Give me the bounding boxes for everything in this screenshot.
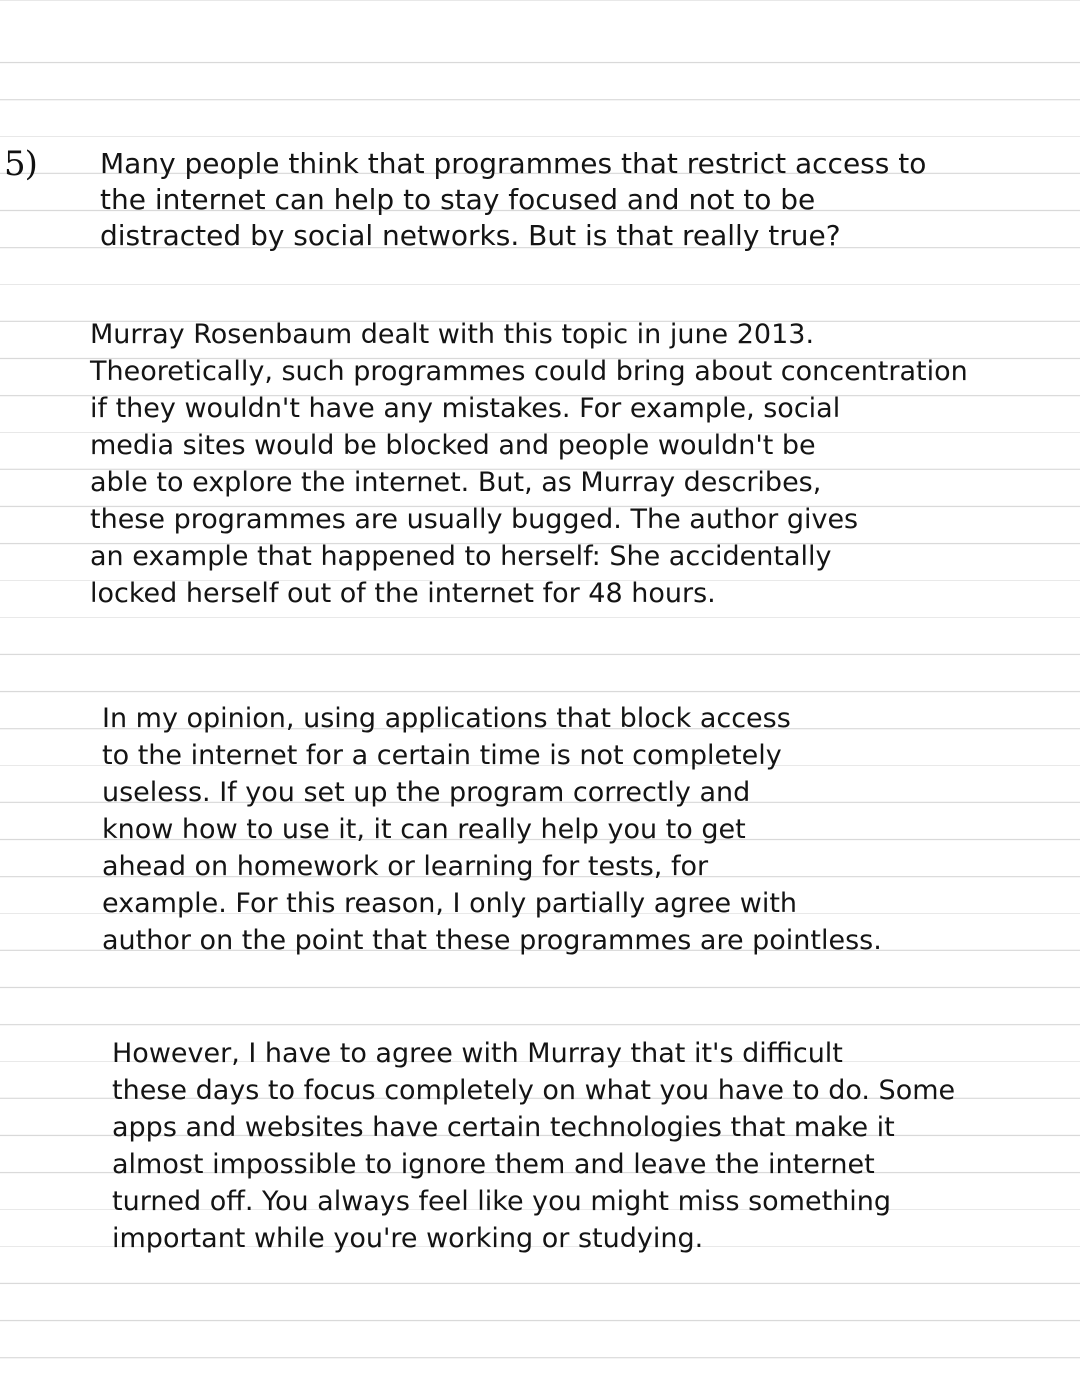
text-line: locked herself out of the internet for 48 hours. xyxy=(90,578,716,609)
text-line: media sites would be blocked and people wouldn't be xyxy=(90,430,816,461)
text-line: able to explore the internet. But, as Murray describes, xyxy=(90,467,822,498)
text-line: turned off. You always feel like you might miss something xyxy=(112,1186,892,1217)
text-line: author on the point that these programmes are pointless. xyxy=(102,925,882,956)
text-line: distracted by social networks. But is that really true? xyxy=(100,219,841,252)
text-line: apps and websites have certain technologies that make it xyxy=(112,1112,895,1143)
text-line: almost impossible to ignore them and leave the internet xyxy=(112,1149,875,1180)
text-line: these days to focus completely on what you have to do. Some xyxy=(112,1075,956,1106)
text-line: important while you're working or studying. xyxy=(112,1223,704,1254)
text-line: these programmes are usually bugged. The author gives xyxy=(90,504,859,535)
text-line: if they wouldn't have any mistakes. For example, social xyxy=(90,393,841,424)
text-line: example. For this reason, I only partially agree with xyxy=(102,888,798,919)
text-line: Murray Rosenbaum dealt with this topic in june 2013. xyxy=(90,319,815,350)
exercise-number: 5) xyxy=(4,144,37,184)
text-line: Many people think that programmes that restrict access to xyxy=(100,147,927,180)
text-line: Theoretically, such programmes could bring about concentration xyxy=(90,356,968,387)
margin-line xyxy=(92,0,93,1394)
text-line: ahead on homework or learning for tests, for xyxy=(102,851,709,882)
text-line: an example that happened to herself: She accidentally xyxy=(90,541,832,572)
text-line: the internet can help to stay focused and not to be xyxy=(100,183,816,216)
paragraph-opinion xyxy=(102,700,882,959)
text-line: However, I have to agree with Murray that it's difficult xyxy=(112,1038,843,1069)
text-line: to the internet for a certain time is not completely xyxy=(102,740,782,771)
paragraph-introduction xyxy=(100,146,926,254)
paragraph-summary xyxy=(90,316,968,612)
text-line: In my opinion, using applications that block access xyxy=(102,703,791,734)
text-line: useless. If you set up the program correctly and xyxy=(102,777,751,808)
paragraph-conclusion xyxy=(112,1035,955,1257)
text-line: know how to use it, it can really help you to get xyxy=(102,814,746,845)
